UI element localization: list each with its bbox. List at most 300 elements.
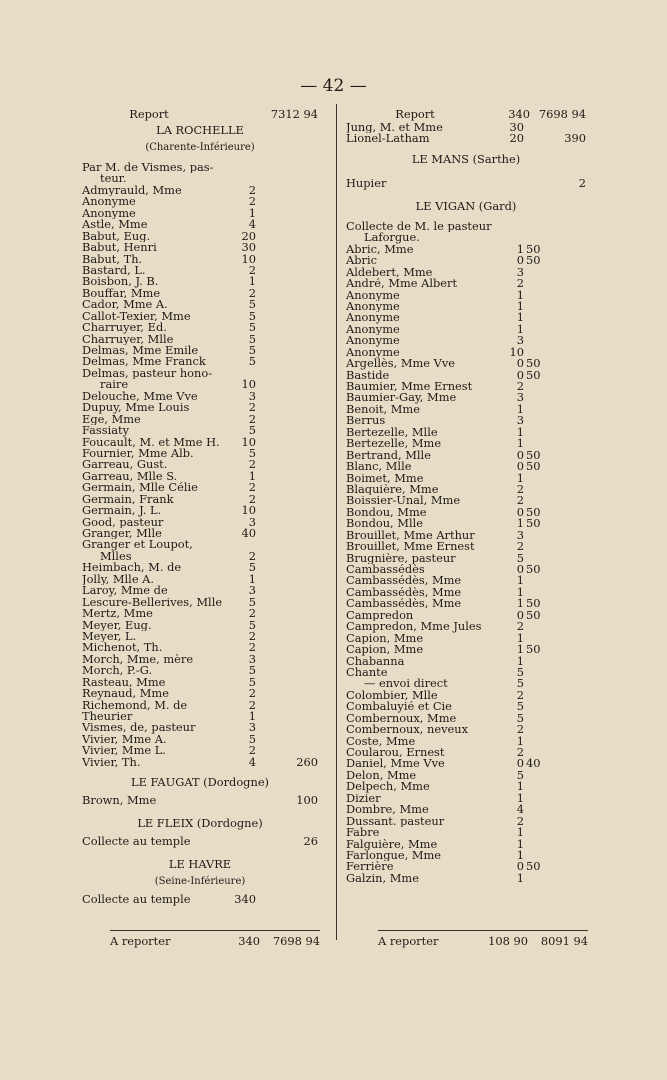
entry-name: Michenot, Th. [82,642,163,654]
list-item [82,299,318,310]
entry-name: Boissier-Unal, Mme [346,495,461,507]
list-item [346,630,586,645]
entry-total [280,288,318,299]
entry-total [280,185,318,196]
entry-name: Brown, Mme [82,793,157,808]
entry-list [82,162,318,768]
entry-cents [524,301,548,312]
list-item [346,287,586,302]
entry-cents [524,415,548,426]
entry-total [548,724,586,735]
list-item [346,122,586,133]
list-item [346,790,586,805]
entry-amount: 2 [516,379,524,393]
entry-cents: 50 [526,447,541,462]
report-value-partial: 340 [508,107,530,121]
list-item [82,308,318,323]
entry-cents [256,345,280,356]
list-item [346,527,586,542]
entry-cents [524,122,548,133]
entry-total [548,312,586,323]
entry-amount: 2 [248,262,256,277]
entry-amount: 2 [248,457,256,472]
entry-name: Delouche, Mme Vve [82,390,198,403]
entry-cents [256,311,280,322]
entry-name: Babut, Th. [82,253,143,265]
list-item [82,651,318,666]
entry-amount: 2 [248,743,256,758]
entry-amount: 5 [248,617,256,632]
carry-forward-partial: 108 90 [488,934,528,948]
entry-total [280,402,318,413]
entry-cents [524,656,548,667]
list-item [346,653,586,668]
list-item [346,401,586,416]
entry-cents: 50 [526,596,541,611]
entry-cents [524,312,548,323]
entry-cents [256,677,280,688]
entry-total: 390 [564,131,586,146]
entry-name: Bondou, Mlle [346,518,423,530]
list-item [82,711,318,722]
list-item [82,539,318,550]
entry-cents [256,890,280,908]
list-item [82,434,318,449]
entry-total [280,322,318,333]
list-item [82,425,318,436]
list-item [346,495,586,506]
entry-amount: 2 [516,722,524,737]
entry-amount: 5 [248,320,256,335]
entry-name: Admyrauld, Mme [82,184,182,197]
list-item [82,697,318,712]
entry-name: Capion, Mme [346,632,424,645]
entry-total [280,665,318,676]
entry-total [548,633,586,644]
list-item [346,481,586,496]
entry-amount: 1 [516,321,524,336]
entry-amount: 0 [516,253,524,268]
entry-amount: 1 [516,847,524,862]
entry-total [280,482,318,493]
section-heading: LA ROCHELLE [156,123,244,137]
entry-name: Theurier [82,711,133,723]
list-item [82,182,318,197]
entry-amount: 2 [516,481,524,496]
entry-total [280,734,318,745]
entry-name: Cambassédès, Mme [346,575,462,587]
list-item [82,832,318,850]
entry-cents: 50 [526,459,541,474]
list-item [346,358,586,369]
list-item [82,285,318,300]
list-item [346,255,586,266]
entry-cents [524,701,548,712]
entry-total [280,539,318,550]
entry-amount: 3 [248,514,256,529]
entry-total [548,621,586,632]
entry-amount: 1 [248,205,256,220]
entry-total [280,162,318,173]
entry-amount: 1 [248,571,256,586]
entry-cents [256,254,280,265]
entry-total [548,221,586,232]
entry-amount: 2 [248,182,256,197]
list-item [346,664,586,679]
entry-total [280,254,318,265]
entry-name: Bertezelle, Mme [346,438,442,450]
entry-total [548,667,586,678]
list-item [82,205,318,220]
entry-cents [256,242,280,253]
entry-cents: 50 [526,504,541,519]
entry-cents: 40 [526,756,541,771]
entry-amount: 5 [248,731,256,746]
section-heading: LE MANS (Sarthe) [411,151,521,166]
entry-total [280,654,318,665]
entry-name: Chabanna [346,655,405,667]
entry-name: Boisbon, J. B. [82,276,159,288]
entry-name: Anonyme [82,196,136,208]
section-heading: LE VIGAN (Gard) [415,198,517,213]
page-number: — 42 — [300,76,367,96]
entry-total [548,518,586,529]
list-item [346,678,586,689]
entry-name: Reynaud, Mme [82,688,169,700]
entry-name: Garreau, Mlle S. [82,470,178,483]
entry-cents [256,185,280,196]
entry-name: Germain, Mlle Célie [82,482,198,494]
entry-cents [256,173,280,184]
entry-cents [256,437,280,448]
entry-amount: 10 [509,344,524,359]
carry-forward-label: A reporter [110,934,171,948]
list-item [346,584,586,599]
entry-cents [256,482,280,493]
entry-cents [256,700,280,711]
list-item [346,367,586,382]
entry-amount: 2 [248,480,256,495]
entry-cents [256,654,280,665]
entry-cents [256,494,280,505]
entry-cents [256,379,280,390]
entry-total [548,347,586,358]
entry-cents [524,827,548,838]
entry-name: Bertezelle, Mlle [346,426,438,439]
entry-amount: 3 [248,651,256,666]
list-item [346,335,586,346]
entry-name: Campredon [346,609,414,622]
list-item [346,781,586,792]
entry-total [548,244,586,255]
entry-total [280,379,318,390]
entry-cents [524,770,548,781]
entry-total [280,231,318,242]
entry-total [548,861,586,872]
entry-name: Bastide [346,369,390,381]
entry-list [82,791,318,809]
entry-cents [256,322,280,333]
entry-cents [524,278,548,289]
right-carry-forward [378,930,588,948]
entry-total: 100 [296,793,318,808]
list-item [346,710,586,725]
entry-cents: 50 [526,562,541,576]
entry-cents: 50 [526,516,541,531]
entry-name: Abric, Mme [346,243,414,256]
entry-name: Vivier, Th. [82,756,141,769]
entry-total [548,644,586,655]
entry-cents: 50 [526,253,541,268]
entry-total [280,345,318,356]
entry-amount: 1 [516,630,524,645]
entry-name: Boimet, Mme [346,472,424,484]
entry-amount: 3 [516,413,524,428]
report-label: Report [395,107,435,121]
entry-name: Brouillet, Mme Ernest [346,541,475,553]
entry-amount: 5 [248,560,256,575]
entry-total: 260 [296,754,318,769]
list-item [346,621,586,632]
entry-amount: 0 [516,562,524,576]
list-item [346,278,586,289]
entry-name: Par M. de Vismes, pas- [82,162,214,174]
entry-amount: 2 [516,687,524,702]
list-item [346,298,586,313]
list-item [346,504,586,519]
list-item [82,322,318,333]
entry-total [280,597,318,608]
entry-amount: 20 [241,228,256,243]
list-item [346,724,586,735]
entry-name: Baumier-Gay, Mme [346,392,457,404]
list-item [82,505,318,516]
entry-total [280,700,318,711]
entry-name: Meyer, Eug. [82,619,152,631]
entry-name: Baumier, Mme Ernest [346,381,473,393]
entry-cents [256,219,280,230]
section-subheading: (Charente-Inférieure) [145,142,255,153]
entry-amount: 3 [516,333,524,348]
entry-name: Astle, Mme [82,219,148,231]
entry-name: Dupuy, Mme Louis [82,402,190,414]
entry-name: Morch, Mme, mère [82,653,194,666]
list-item [82,642,318,653]
entry-total [548,575,586,586]
list-item [346,518,586,529]
list-item [82,514,318,529]
entry-name: Granger et Loupot, [82,539,193,551]
list-item [346,344,586,359]
entry-total [280,505,318,516]
entry-cents [256,265,280,276]
list-item [82,262,318,277]
entry-cents [256,505,280,516]
list-item [82,890,318,908]
list-item [82,459,318,470]
entry-list [346,122,586,145]
entry-amount: 2 [248,697,256,712]
entry-cents [256,368,280,379]
list-item [82,665,318,676]
entry-name: Collecte au temple [82,892,191,907]
entry-amount: 1 [516,733,524,748]
entry-amount [500,174,524,192]
entry-name: Cador, Mme A. [82,299,168,311]
list-item [82,276,318,287]
list-item [346,541,586,552]
entry-amount: 1 [516,470,524,485]
list-item [82,345,318,356]
entry-amount: 340 [234,892,256,907]
entry-total [548,747,586,758]
entry-total [548,392,586,403]
list-item [346,870,586,885]
list-item [82,617,318,632]
entry-total [280,585,318,596]
entry-cents [256,288,280,299]
list-item [82,571,318,586]
entry-name: Delmas, Mme Franck [82,356,206,368]
entry-cents [256,539,280,550]
entry-name: Morch, P.-G. [82,665,153,677]
entry-cents [524,575,548,586]
entry-cents [524,667,548,678]
entry-name: Babut, Eug. [82,230,151,243]
list-item [346,174,586,192]
entry-name: Cambassédès, Mme [346,598,462,610]
entry-cents [256,745,280,756]
entry-name: Delpech, Mme [346,781,430,793]
entry-amount: 3 [248,388,256,403]
list-item [82,196,318,207]
list-item [346,550,586,565]
entry-name: raire [100,379,129,391]
entry-amount: 1 [516,825,524,840]
entry-cents [524,816,548,827]
entry-amount: 2 [516,276,524,291]
entry-cents [524,839,548,850]
carry-forward-label: A reporter [378,934,439,948]
list-item [82,251,318,266]
entry-amount: 5 [248,354,256,369]
entry-total [548,587,586,598]
entry-total [280,173,318,184]
list-item [346,747,586,758]
list-item [82,528,318,539]
entry-name: Jung, M. et Mme [346,122,443,134]
entry-cents [256,299,280,310]
entry-name: Vivier, Mme A. [82,733,167,746]
entry-total [280,368,318,379]
entry-cents [524,804,548,815]
entry-name: Cambassédès [346,564,425,576]
list-item [346,221,586,232]
entry-name: Coularou, Ernest [346,747,445,759]
entry-cents [524,781,548,792]
list-item [82,754,318,769]
list-item [346,701,586,712]
entry-total [548,335,586,346]
entry-name: Delmas, pasteur hono- [82,367,213,380]
entry-name: Charruyer, Mlle [82,333,174,345]
entry-total [548,758,586,769]
entry-cents [256,448,280,459]
entry-amount: 2 [248,491,256,506]
list-item [82,745,318,756]
entry-total [548,701,586,712]
entry-name: Benoit, Mme [346,403,420,416]
entry-amount: 3 [516,264,524,279]
entry-name: Abric [346,255,377,267]
entry-amount: 5 [516,699,524,714]
entry-amount: 3 [516,390,524,405]
list-item [82,722,318,733]
entry-total [280,448,318,459]
entry-name: Richemond, M. de [82,699,188,711]
entry-name: — envoi direct [364,678,448,690]
entry-amount: 0 [516,459,524,474]
entry-amount: 1 [516,287,524,302]
entry-total [280,391,318,402]
entry-cents [256,711,280,722]
entry-cents [256,585,280,596]
entry-total [280,459,318,470]
entry-cents [524,541,548,552]
entry-cents [256,459,280,470]
entry-name: Good, pasteur [82,516,164,528]
entry-name: Delon, Mme [346,769,417,782]
entry-cents [256,208,280,219]
entry-total [548,415,586,426]
section-subheading: (Seine-Inférieure) [154,876,246,888]
entry-amount: 0 [516,504,524,519]
entry-name: Hupier [346,175,387,190]
entry-cents [256,231,280,242]
entry-amount: 2 [248,686,256,701]
entry-cents [256,551,280,562]
entry-cents [256,722,280,733]
entry-amount: 2 [516,493,524,508]
entry-amount: 1 [516,241,524,256]
entry-cents [524,724,548,735]
entry-cents [524,621,548,632]
entry-name: Anonyme [346,346,400,359]
entry-amount: 5 [516,550,524,565]
entry-total [280,620,318,631]
entry-cents [524,381,548,392]
entry-total [280,631,318,642]
entry-amount: 1 [516,870,524,885]
entry-total [548,827,586,838]
list-item [346,241,586,256]
entry-total [548,656,586,667]
entry-amount: 1 [248,468,256,483]
entry-cents [256,757,280,768]
entry-cents [524,484,548,495]
entry-amount: 2 [248,285,256,300]
entry-amount: 5 [516,664,524,679]
entry-list [82,890,318,908]
entry-cents [256,574,280,585]
entry-total: 2 [578,175,586,190]
list-item [82,379,318,390]
entry-total [548,690,586,701]
entry-amount: 5 [248,663,256,678]
list-item [346,415,586,426]
entry-amount: 0 [516,447,524,462]
entry-cents [524,793,548,804]
